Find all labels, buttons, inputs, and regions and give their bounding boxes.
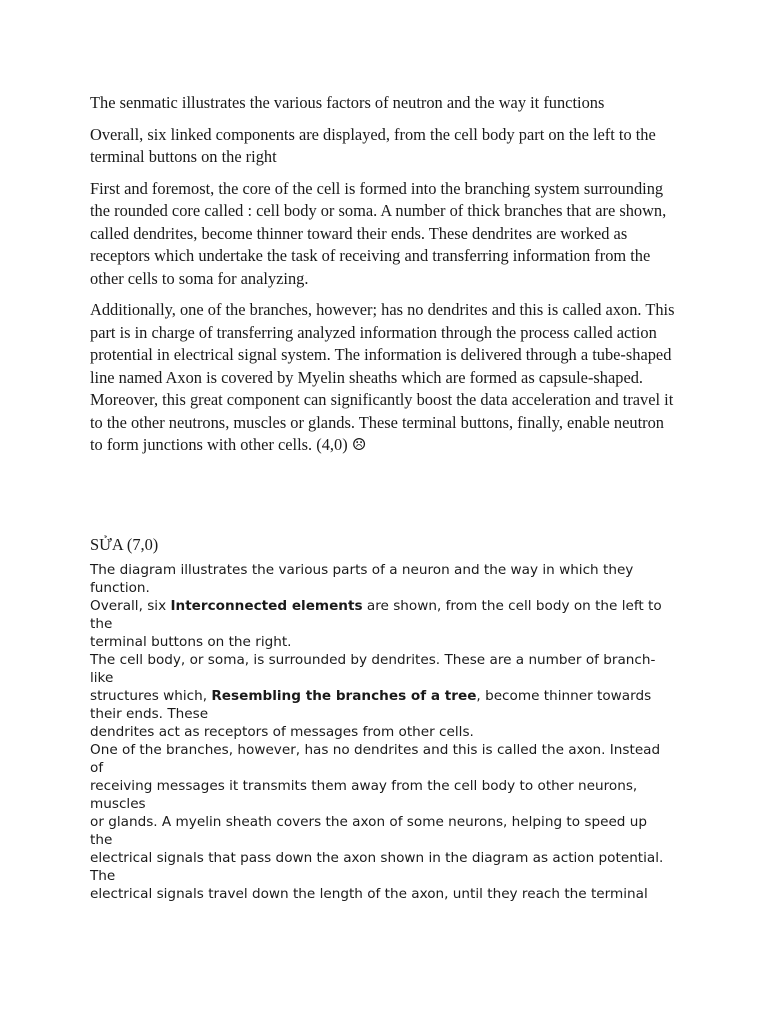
- revision-line-text: structures which,: [90, 687, 212, 704]
- revision-line: The diagram illustrates the various parts of a neuron and the way in which they: [90, 561, 634, 578]
- revision-line: dendrites act as receptors of messages from other cells.: [90, 723, 474, 740]
- revision-line: like: [90, 669, 114, 686]
- original-paragraph-3: First and foremost, the core of the cell is formed into the branching system surrounding the rounded core called : cell body or soma. A number of thick branches that are shown, called dendrites, become thinner toward their ends. These dendrites are worked as receptors which undertake the task of receiving and transferring information from the other cells to soma for analyzing.: [90, 178, 667, 288]
- original-paragraph-4: Additionally, one of the branches, however; has no dendrites and this is called axon. This part is in charge of transferring analyzed information through the process called action protential in electrical signal system. The information is delivered through a tube-shaped line named Axon is covered by Myelin sheaths which are formed as capsule-shaped. Moreover, this great component can significantly boost the data acceleration and travel it to the other neutrons, muscles or glands. These terminal buttons, finally, enable neutron to form junctions with other cells. (4,0) ☹: [90, 300, 675, 454]
- revision-line: the: [90, 831, 113, 848]
- revision-line: or glands. A myelin sheath covers the axon of some neurons, helping to speed up: [90, 813, 647, 830]
- revision-line: their ends. These: [90, 705, 209, 722]
- revision-heading: SỬA (7,0): [90, 534, 159, 554]
- original-paragraph-1: The senmatic illustrates the various factors of neutron and the way it functions: [90, 93, 605, 112]
- revision-line: [90, 597, 680, 615]
- original-paragraph-2: Overall, six linked components are displayed, from the cell body part on the left to the terminal buttons on the right: [90, 124, 656, 166]
- document-page: [90, 92, 680, 903]
- revision-bold-phrase: Resembling the branches of a tree: [211, 687, 477, 704]
- revision-line: electrical signals that pass down the axon shown in the diagram as action potential.: [90, 849, 664, 866]
- revision-line: [90, 687, 680, 705]
- section-spacer: [90, 466, 680, 534]
- revision-bold-phrase: Interconnected elements: [170, 597, 363, 614]
- revision-line: terminal buttons on the right.: [90, 633, 292, 650]
- revision-line-text: , become thinner towards: [476, 687, 652, 704]
- revision-text: [90, 561, 680, 903]
- revision-line: electrical signals travel down the length of the axon, until they reach the terminal: [90, 885, 648, 902]
- revision-line-text: are shown, from the cell body on the left to: [362, 597, 662, 614]
- revision-line: One of the branches, however, has no dendrites and this is called the axon. Instead: [90, 741, 661, 758]
- revision-line-text: Overall, six: [90, 597, 171, 614]
- revision-line: of: [90, 759, 104, 776]
- revision-line: the: [90, 615, 113, 632]
- revision-line: The: [90, 867, 116, 884]
- revision-line: function.: [90, 579, 150, 596]
- revision-line: muscles: [90, 795, 146, 812]
- revision-line: The cell body, or soma, is surrounded by dendrites. These are a number of branch-: [90, 651, 656, 668]
- revision-line: receiving messages it transmits them away from the cell body to other neurons,: [90, 777, 638, 794]
